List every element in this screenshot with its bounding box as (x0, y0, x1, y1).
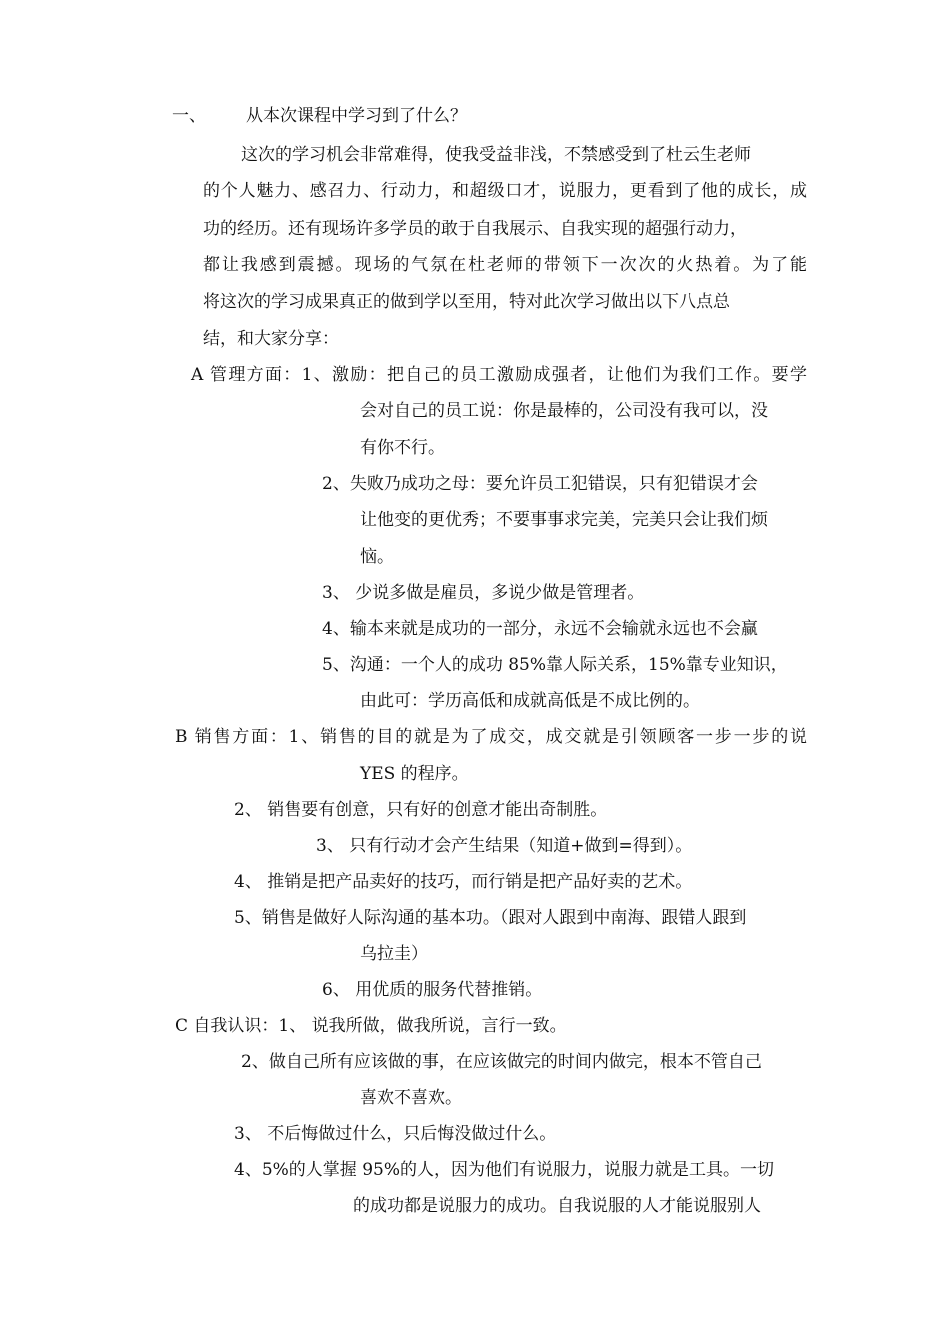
section-c-line: 的成功都是说服力的成功。自我说服的人才能说服别人 (353, 1196, 761, 1216)
section-a-line: 恼。 (360, 547, 394, 567)
section-b-line: B 销售方面：1、销售的目的就是为了成交，成交就是引领顾客一步一步的说 (175, 727, 807, 747)
section-b-line: 6、 用优质的服务代替推销。 (322, 980, 543, 1000)
section-a-line: 让他变的更优秀；不要事事求完美，完美只会让我们烦 (360, 510, 768, 530)
heading-title: 从本次课程中学习到了什么？ (246, 106, 467, 126)
section-a-line: 会对自己的员工说：你是最棒的，公司没有我可以，没 (360, 401, 768, 421)
section-a-line: A 管理方面：1、激励：把自己的员工激励成强者，让他们为我们工作。要学 (191, 365, 807, 385)
intro-line: 都让我感到震撼。现场的气氛在杜老师的带领下一次次的火热着。为了能 (203, 255, 807, 275)
intro-line: 将这次的学习成果真正的做到学以至用，特对此次学习做出以下八点总 (203, 292, 730, 312)
section-b-line: 3、 只有行动才会产生结果（知道+做到=得到）。 (316, 836, 693, 856)
section-a-line: 4、输本来就是成功的一部分，永远不会输就永远也不会赢 (322, 619, 758, 639)
section-a-line: 有你不行。 (360, 438, 445, 458)
section-a-line: 由此可：学历高低和成就高低是不成比例的。 (360, 691, 700, 711)
section-c-line: 喜欢不喜欢。 (360, 1088, 462, 1108)
section-a-line: 3、 少说多做是雇员，多说少做是管理者。 (322, 583, 645, 603)
section-b-line: YES 的程序。 (360, 764, 469, 784)
section-b-line: 5、销售是做好人际沟通的基本功。（跟对人跟到中南海、跟错人跟到 (234, 908, 747, 928)
intro-line: 的个人魅力、感召力、行动力，和超级口才，说服力，更看到了他的成长，成 (203, 181, 807, 201)
section-b-line: 乌拉圭） (360, 944, 428, 964)
section-c-line: 2、做自己所有应该做的事，在应该做完的时间内做完，根本不管自己 (241, 1052, 762, 1072)
section-a-line: 2、失败乃成功之母：要允许员工犯错误，只有犯错误才会 (322, 474, 758, 494)
intro-line: 结，和大家分享： (203, 329, 339, 349)
section-a-line: 5、沟通：一个人的成功 85%靠人际关系，15%靠专业知识， (322, 655, 788, 675)
section-c-line: C 自我认识：1、 说我所做，做我所说，言行一致。 (175, 1016, 567, 1036)
intro-line: 这次的学习机会非常难得，使我受益非浅，不禁感受到了杜云生老师 (241, 145, 751, 165)
section-b-line: 4、 推销是把产品卖好的技巧，而行销是把产品好卖的艺术。 (234, 872, 693, 892)
intro-line: 功的经历。还有现场许多学员的敢于自我展示、自我实现的超强行动力， (203, 219, 747, 239)
section-c-line: 3、 不后悔做过什么，只后悔没做过什么。 (234, 1124, 557, 1144)
section-c-line: 4、5%的人掌握 95%的人，因为他们有说服力，说服力就是工具。一切 (234, 1160, 774, 1180)
heading-marker: 一、 (172, 106, 206, 126)
section-b-line: 2、 销售要有创意，只有好的创意才能出奇制胜。 (234, 800, 608, 820)
